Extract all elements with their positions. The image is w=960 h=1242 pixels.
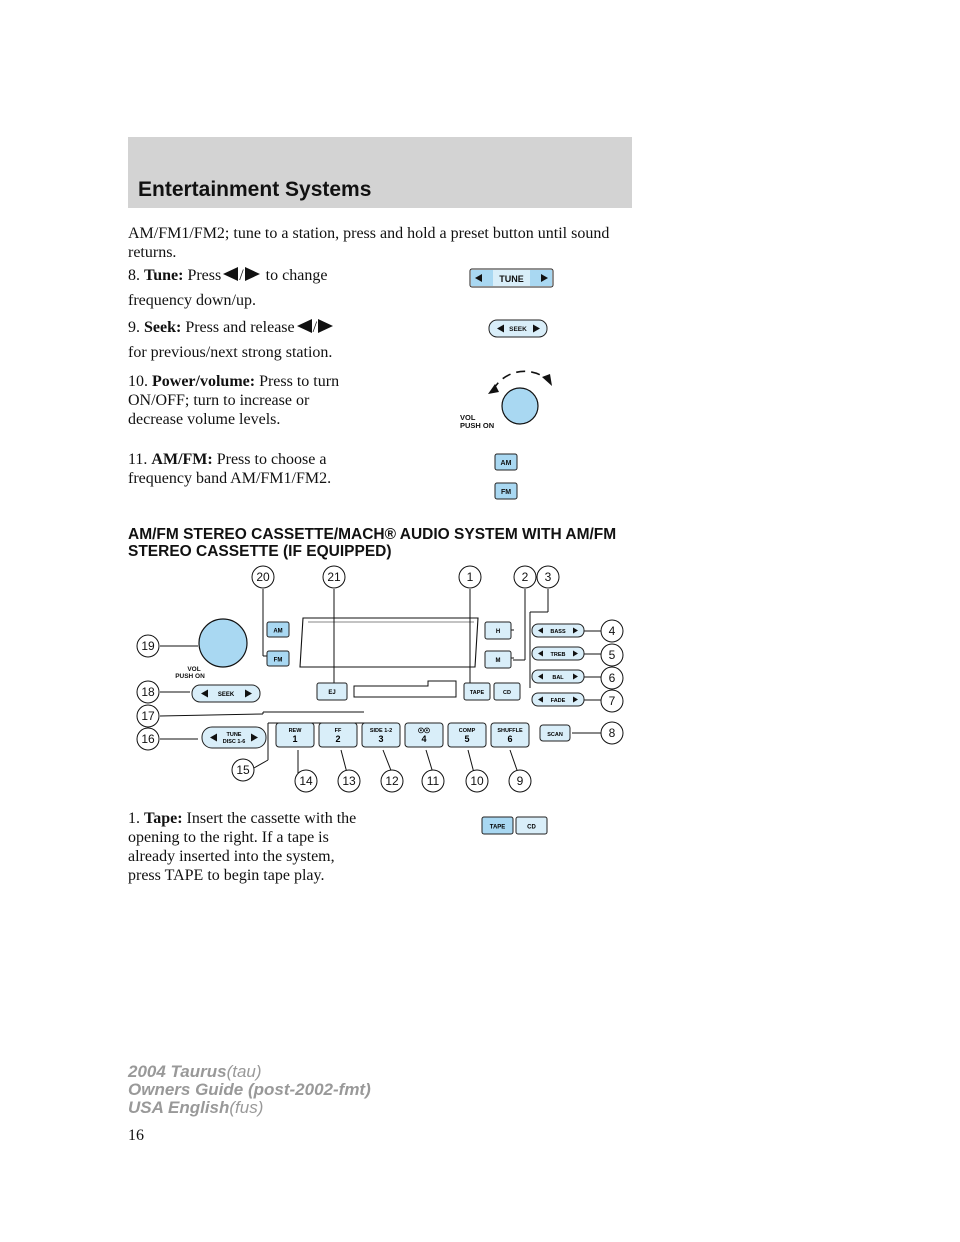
callout-5 (601, 644, 623, 666)
svg-text:M: M (495, 658, 501, 664)
svg-text:13: 13 (342, 774, 356, 788)
svg-text:1: 1 (466, 570, 474, 584)
preset-5 (448, 723, 486, 747)
callout-12 (381, 770, 403, 792)
callout-19 (137, 635, 159, 657)
callout-9 (509, 770, 531, 792)
seek-button (489, 320, 547, 337)
tune-label: TUNE (499, 274, 524, 284)
svg-text:9: 9 (516, 774, 524, 788)
svg-text:1: 1 (292, 734, 298, 744)
svg-text:REW: REW (288, 728, 302, 734)
intro-text: AM/FM1/FM2; tune to a station, press and hold a preset button until sound returns. (128, 225, 610, 261)
callout-4 (601, 620, 623, 642)
svg-text:6: 6 (507, 734, 513, 744)
svg-text:SIDE 1-2: SIDE 1-2 (369, 728, 393, 734)
preset-3 (362, 723, 400, 747)
callout-8 (601, 722, 623, 744)
svg-text:SHUFFLE: SHUFFLE (497, 728, 523, 734)
preset-1 (276, 723, 314, 747)
item-am-fm: 11. AM/FM: Press to choose a frequency band AM/FM1/FM2. (128, 451, 332, 487)
bal-button (532, 670, 584, 683)
left-arrow-icon (295, 318, 313, 334)
right-arrow-icon (244, 266, 262, 282)
svg-text:BAL: BAL (552, 675, 564, 681)
preset-4 (405, 723, 443, 747)
am-fm-buttons (495, 454, 517, 499)
svg-text:14: 14 (299, 774, 313, 788)
callout-3 (537, 566, 559, 588)
svg-text:3: 3 (378, 734, 384, 744)
item-power-volume: 10. Power/volume: Press to turn ON/OFF; turn to increase or decrease volume levels. (128, 373, 340, 428)
section-heading: AM/FM STEREO CASSETTE/MACH® AUDIO SYSTEM WITH AM/FM STEREO CASSETTE (IF EQUIPPED) (128, 526, 617, 560)
svg-text:6: 6 (608, 671, 616, 685)
callout-21 (323, 566, 345, 588)
callout-17 (137, 705, 159, 727)
page-title: Entertainment Systems (138, 178, 372, 201)
item-seek: 9. Seek: Press and release / for previous/next strong station. (128, 318, 335, 362)
callout-1 (459, 566, 481, 588)
svg-text:DISC 1-6: DISC 1-6 (222, 739, 246, 745)
svg-text:FF: FF (334, 728, 342, 734)
preset-2 (319, 723, 357, 747)
preset-6 (491, 723, 529, 747)
cassette-slot (354, 681, 456, 697)
callout-15 (232, 759, 254, 781)
left-arrow-icon (221, 266, 239, 282)
volume-knob (460, 371, 552, 430)
display-window (300, 618, 478, 667)
callout-13 (338, 770, 360, 792)
bass-button (532, 624, 584, 637)
svg-text:8: 8 (608, 726, 616, 740)
svg-text:17: 17 (141, 709, 155, 723)
svg-text:VOL: VOL (460, 413, 476, 422)
svg-text:21: 21 (327, 570, 341, 584)
svg-text:12: 12 (385, 774, 399, 788)
tune-button (470, 269, 553, 287)
svg-text:SCAN: SCAN (547, 732, 563, 738)
page-number: 16 (128, 1127, 144, 1144)
svg-text:FM: FM (500, 489, 512, 496)
svg-text:15: 15 (236, 763, 250, 777)
svg-text:3: 3 (544, 570, 552, 584)
callout-7 (601, 690, 623, 712)
item-tune: 8. Tune: Press / to change frequency down/up. (128, 267, 328, 309)
svg-text:CD: CD (503, 690, 511, 696)
callout-14 (295, 770, 317, 792)
svg-text:7: 7 (608, 694, 616, 708)
svg-text:16: 16 (141, 732, 155, 746)
svg-text:BASS: BASS (550, 629, 566, 635)
svg-text:VOL: VOL (187, 666, 201, 673)
svg-text:SEEK: SEEK (217, 692, 235, 698)
svg-text:AM: AM (500, 460, 512, 467)
svg-text:H: H (495, 629, 501, 635)
svg-text:11: 11 (426, 774, 440, 788)
callout-20 (252, 566, 274, 588)
callout-10 (466, 770, 488, 792)
svg-text:FADE: FADE (550, 698, 566, 704)
svg-text:CD: CD (527, 824, 536, 831)
svg-text:FM: FM (273, 657, 283, 664)
svg-text:4: 4 (421, 734, 427, 744)
svg-text:TAPE: TAPE (469, 690, 485, 696)
svg-text:18: 18 (141, 685, 155, 699)
right-arrow-icon (317, 318, 335, 334)
svg-text:2: 2 (335, 734, 341, 744)
callout-18 (137, 681, 159, 703)
svg-text:AM: AM (273, 628, 283, 635)
callout-11 (422, 770, 444, 792)
callout-16 (137, 728, 159, 750)
svg-text:TAPE: TAPE (489, 824, 506, 831)
control-illustrations (460, 262, 570, 512)
volume-knob (199, 619, 247, 667)
svg-text:10: 10 (470, 774, 484, 788)
svg-text:TREB: TREB (550, 652, 566, 658)
tape-cd-illustration (480, 814, 550, 838)
svg-text:PUSH ON: PUSH ON (175, 673, 205, 680)
svg-text:TUNE: TUNE (226, 732, 242, 738)
callout-2 (514, 566, 536, 588)
footer: 2004 Taurus(tau) Owners Guide (post-2002-fmt) USA English(fus) (128, 1062, 371, 1117)
callout-6 (601, 667, 623, 689)
svg-text:20: 20 (256, 570, 270, 584)
svg-text:2: 2 (521, 570, 529, 584)
treb-button (532, 647, 584, 660)
svg-text:19: 19 (141, 639, 155, 653)
item-tape: 1. Tape: Insert the cassette with the opening to the right. If a tape is already inserted into the system, press TAPE to begin tape play. (128, 810, 357, 884)
svg-text:COMP: COMP (458, 728, 476, 734)
svg-text:4: 4 (608, 624, 616, 638)
svg-text:5: 5 (608, 648, 616, 662)
svg-text:EJ: EJ (328, 690, 336, 696)
radio-diagram (128, 560, 628, 800)
svg-text:⨀⨀: ⨀⨀ (418, 728, 430, 734)
fade-button (532, 693, 584, 706)
svg-text:SEEK: SEEK (509, 326, 527, 333)
svg-text:PUSH ON: PUSH ON (460, 421, 495, 430)
svg-text:5: 5 (464, 734, 470, 744)
